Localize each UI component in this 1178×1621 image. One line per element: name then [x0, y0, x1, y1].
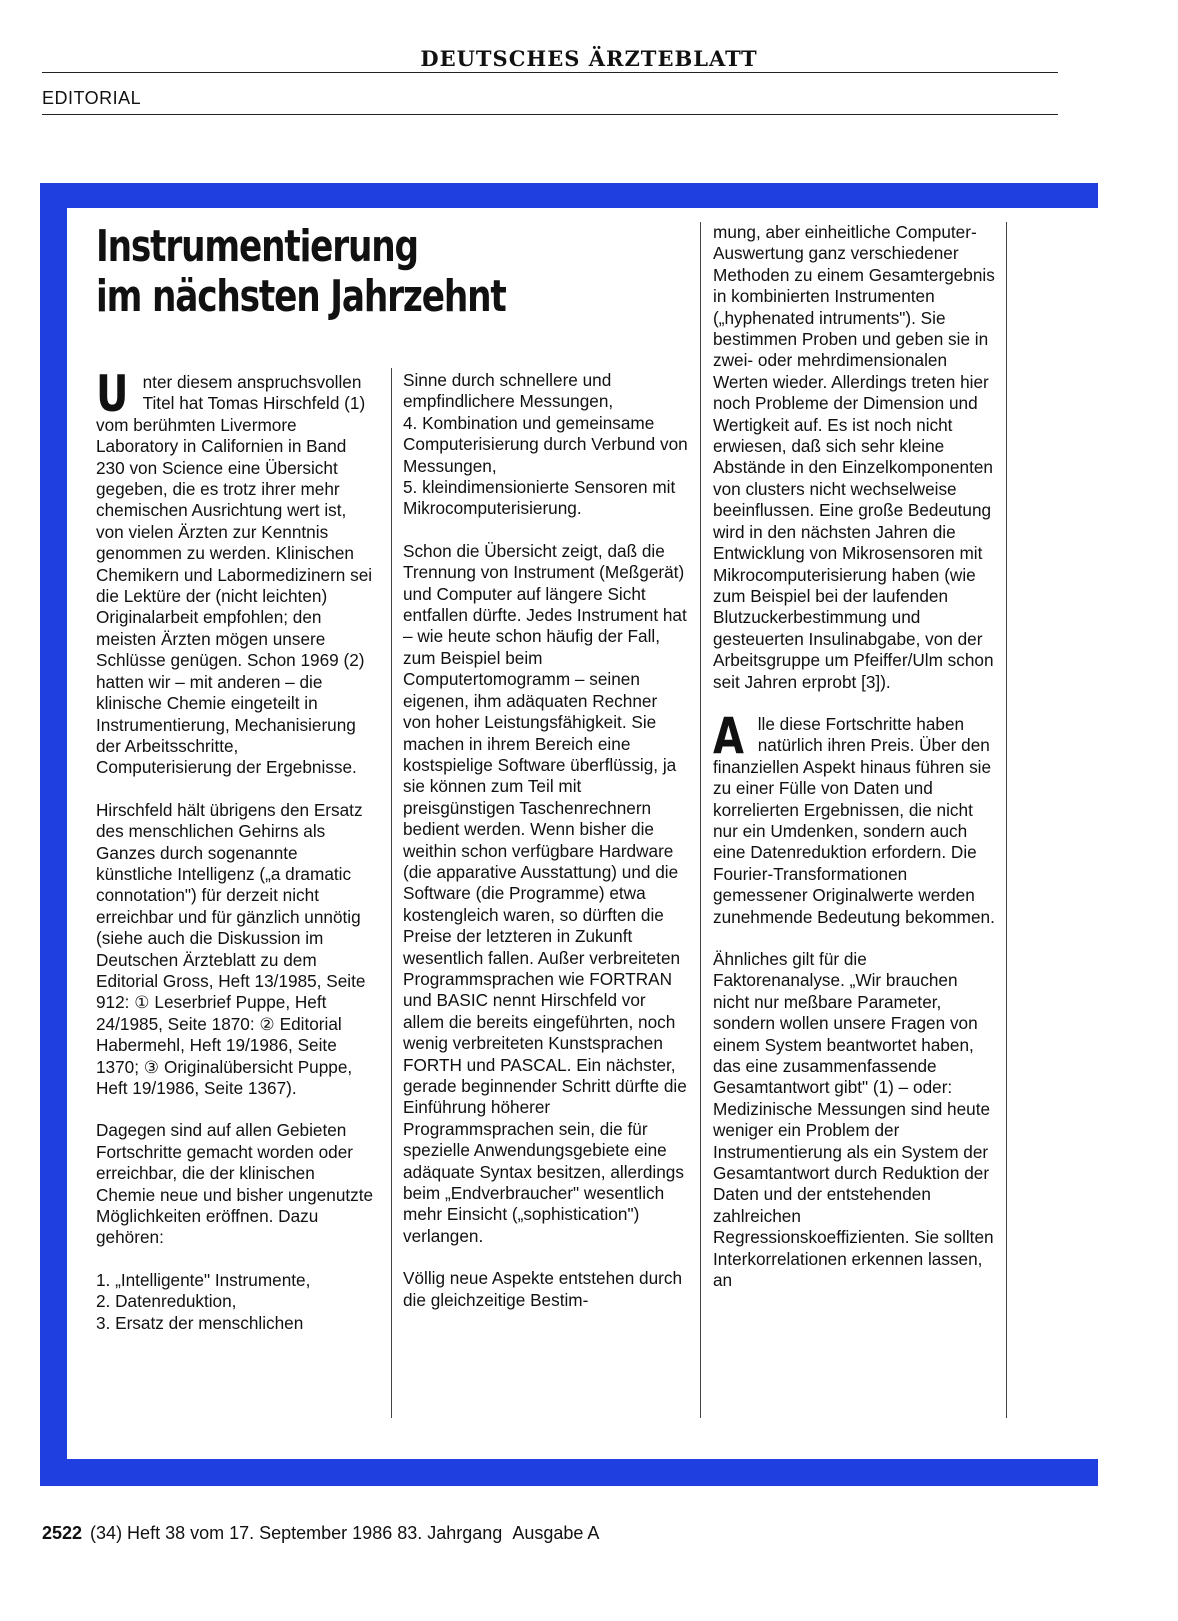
- edition-label: Ausgabe A: [512, 1523, 600, 1543]
- list-item: Sinne durch schnellere und empfindlichere Messungen,: [403, 370, 614, 412]
- paragraph: [96, 365, 378, 779]
- column-3: [713, 222, 997, 1313]
- column-divider-2: [700, 222, 701, 1418]
- list: [96, 1270, 378, 1334]
- paragraph: [713, 706, 997, 928]
- paragraph-text: nter diesem anspruchsvollen Titel hat Tomas Hirschfeld (1) vom berühmten Livermore Laboratory in Californien in Band 230 von Science eine Übersicht gegeben, die es trotz ihrer mehr chemischen Ausrichtung wert ist, von vielen Ärzten zur Kenntnis genommen zu werden. Klinischen Chemikern und Labormedizinern sei die Lektüre der (nicht leichten) Originalarbeit empfohlen; den meisten Ärzten mögen unsere Schlüsse genügen. Schon 1969 (2) hatten wir – mit anderen – die klinische Chemie eingeteilt in Instrumentierung, Mechanisierung der Arbeitsschritte, Computerisierung der Ergebnisse.: [96, 372, 373, 778]
- list-item: 1. „Intelligente" Instrumente,: [96, 1269, 311, 1290]
- masthead-rule: [42, 72, 1058, 73]
- section-label: EDITORIAL: [42, 88, 142, 108]
- issue-info: (34) Heft 38 vom 17. September 1986 83. Jahrgang: [90, 1523, 503, 1543]
- section-rule: [42, 114, 1058, 115]
- column-1: [96, 365, 378, 1355]
- paragraph: Schon die Übersicht zeigt, daß die Trennung von Instrument (Meßgerät) und Computer auf längere Sicht entfallen dürfte. Jedes Instrument hat – wie heute schon häufig der Fall, zum Beispiel beim Computertomogramm – seinen eigenen, ihm adäquaten Rechner von hoher Leistungsfähigkeit. Sie machen in ihrem Bereich eine kostspielige Software überflüssig, ja sie können zum Teil mit preisgünstigen Taschenrechnern bedient werden. Wenn bisher die weithin schon verfügbare Hardware (die apparative Ausstattung) und die Software (die Programme) etwa kostengleich waren, so dürften die Preise der letzteren in Zukunft wesentlich fallen. Außer verbreiteten Programmsprachen wie FORTRAN und BASIC nennt Hirschfeld vor allem die bereits eingeführten, noch wenig verbreiteten Kunstsprachen FORTH und PASCAL. Ein nächster, gerade beginnender Schritt dürfte die Einführung höherer Programmsprachen sein, die für spezielle Anwendungsgebiete eine adäquate Syntax besitzen, allerdings beim „Endverbraucher" wesentlich mehr Einsicht („sophistication") verlangen.: [403, 540, 687, 1246]
- paragraph: Dagegen sind auf allen Gebieten Fortschritte gemacht worden oder erreichbar, die der klinischen Chemie neue und bisher ungenutzte Möglichkeiten eröffnen. Dazu gehören:: [96, 1120, 374, 1248]
- title-line-1: Instrumentierung: [96, 221, 418, 272]
- paragraph: Hirschfeld hält übrigens den Ersatz des menschlichen Gehirns als Ganzes durch sogenannte künstliche Intelligenz („a dramatic connotation") für derzeit nicht erreichbar und für gänzlich unnötig (siehe auch die Diskussion im Deutschen Ärzteblatt zu dem Editorial Gross, Heft 13/1985, Seite 912: ① Leserbrief Puppe, Heft 24/1985, Seite 1870: ② Editorial Habermehl, Heft 19/1986, Seite 1370; ③ Originalübersicht Puppe, Heft 19/1986, Seite 1367).: [96, 799, 366, 1098]
- drop-cap: U: [96, 365, 129, 423]
- masthead: DEUTSCHES ÄRZTEBLATT: [420, 46, 758, 71]
- column-divider-3: [1006, 222, 1007, 1418]
- list: [403, 370, 688, 520]
- list-item: 5. kleindimensionierte Sensoren mit Mikrocomputerisierung.: [403, 477, 676, 519]
- list-item: 4. Kombination und gemeinsame Computerisierung durch Verbund von Messungen,: [403, 412, 688, 476]
- page-number: 2522: [42, 1523, 83, 1543]
- paragraph: Völlig neue Aspekte entstehen durch die gleichzeitige Bestim-: [403, 1268, 683, 1310]
- paragraph: Ähnliches gilt für die Faktorenanalyse. „Wir brauchen nicht nur meßbare Parameter, sondern wollen unsere Fragen von einem System beantwortet haben, das eine zusammenfassende Gesamtantwort gibt" (1) – oder: Medizinische Messungen sind heute weniger ein Problem der Instrumentierung als ein System der Gesamtantwort durch Reduktion der Daten und der entstehenden zahlreichen Regressionskoeffizienten. Sie sollten Interkorrelationen erkennen lassen, an: [713, 949, 994, 1291]
- page-footer: [42, 1523, 599, 1544]
- list-item: 2. Datenreduktion,: [96, 1291, 237, 1312]
- title-line-2: im nächsten Jahrzehnt: [96, 271, 506, 322]
- paragraph: mung, aber einheitliche Computer-Auswertung ganz verschiedener Methoden zu einem Gesamtergebnis in kombinierten Instrumenten („hyphenated intruments"). Sie bestimmen Proben und geben sie in zwei- oder mehrdimensionalen Werten wieder. Allerdings treten hier noch Probleme der Dimension und Wertigkeit auf. Es ist noch nicht erwiesen, daß sich sehr kleine Abstände in den Einzelkomponenten von clusters nicht wechselweise beeinflussen. Eine große Bedeutung wird in den nächsten Jahren die Entwicklung von Mikrosensoren mit Mikrocomputerisierung haben (wie zum Beispiel bei der laufenden Blutzuckerbestimmung und gesteuerten Insulinabgabe, von der Arbeitsgruppe um Pfeiffer/Ulm schon seit Jahren erprobt [3]).: [713, 222, 995, 692]
- column-divider-1: [391, 368, 392, 1418]
- column-2: [403, 370, 688, 1332]
- paragraph-text: lle diese Fortschritte haben natürlich ihren Preis. Über den finanziellen Aspekt hinaus führen sie zu einer Fülle von Daten und korrelierten Ergebnissen, die nicht nur ein Umdenken, sondern auch eine Datenreduktion erfordern. Die Fourier-Transformationen gemessener Originalwerte werden zunehmende Bedeutung bekommen.: [713, 713, 995, 927]
- article-title: [96, 222, 506, 322]
- list-item: 3. Ersatz der menschlichen: [96, 1312, 304, 1333]
- drop-cap: A: [713, 706, 744, 765]
